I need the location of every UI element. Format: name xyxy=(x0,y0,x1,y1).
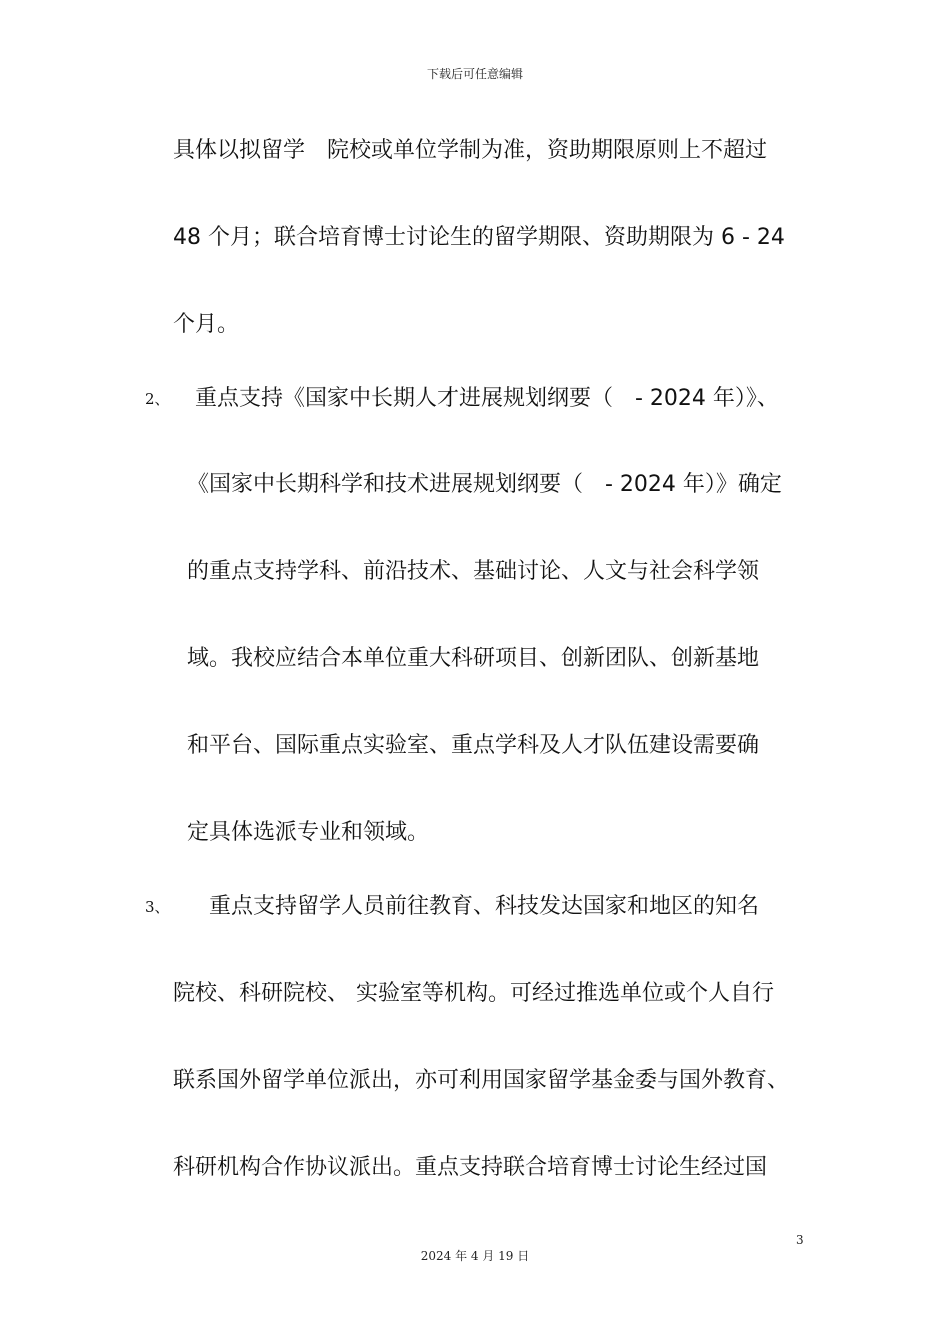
text-line: 定具体选派专业和领域。 xyxy=(187,820,430,845)
text-line: 域。我校应结合本单位重大科研项目、创新团队、创新基地 xyxy=(187,646,760,671)
text-line: 的重点支持学科、前沿技术、基础讨论、人文与社会科学领 xyxy=(187,559,760,584)
list-marker-2: 2、 xyxy=(145,390,170,408)
page-footer-date: 2024 年 4 月 19 日 xyxy=(420,1249,530,1263)
text-line: 48 个月；联合培育博士讨论生的留学期限、资助期限为 6 - 24 xyxy=(173,225,785,250)
text-line: 个月。 xyxy=(173,312,240,337)
text-line: 联系国外留学单位派出，亦可利用国家留学基金委与国外教育、 xyxy=(173,1068,790,1093)
list-marker-3: 3、 xyxy=(145,898,170,916)
page-header: 下载后可任意编辑 xyxy=(426,67,523,81)
text-line: 院校、科研院校、 实验室等机构。可经过推选单位或个人自行 xyxy=(173,981,774,1006)
text-line: 具体以拟留学 院校或单位学制为准，资助期限原则上不超过 xyxy=(173,138,768,163)
text-line: 科研机构合作协议派出。重点支持联合培育博士讨论生经过国 xyxy=(173,1155,768,1180)
text-line: 重点支持《国家中长期人才进展规划纲要（ - 2024 年）》、 xyxy=(195,386,779,411)
text-line: 和平台、国际重点实验室、重点学科及人才队伍建设需要确 xyxy=(187,733,760,758)
page-number: 3 xyxy=(796,1233,804,1247)
text-line: 《国家中长期科学和技术进展规划纲要（ - 2024 年）》确定 xyxy=(187,472,782,497)
text-line: 重点支持留学人员前往教育、科技发达国家和地区的知名 xyxy=(209,894,760,919)
